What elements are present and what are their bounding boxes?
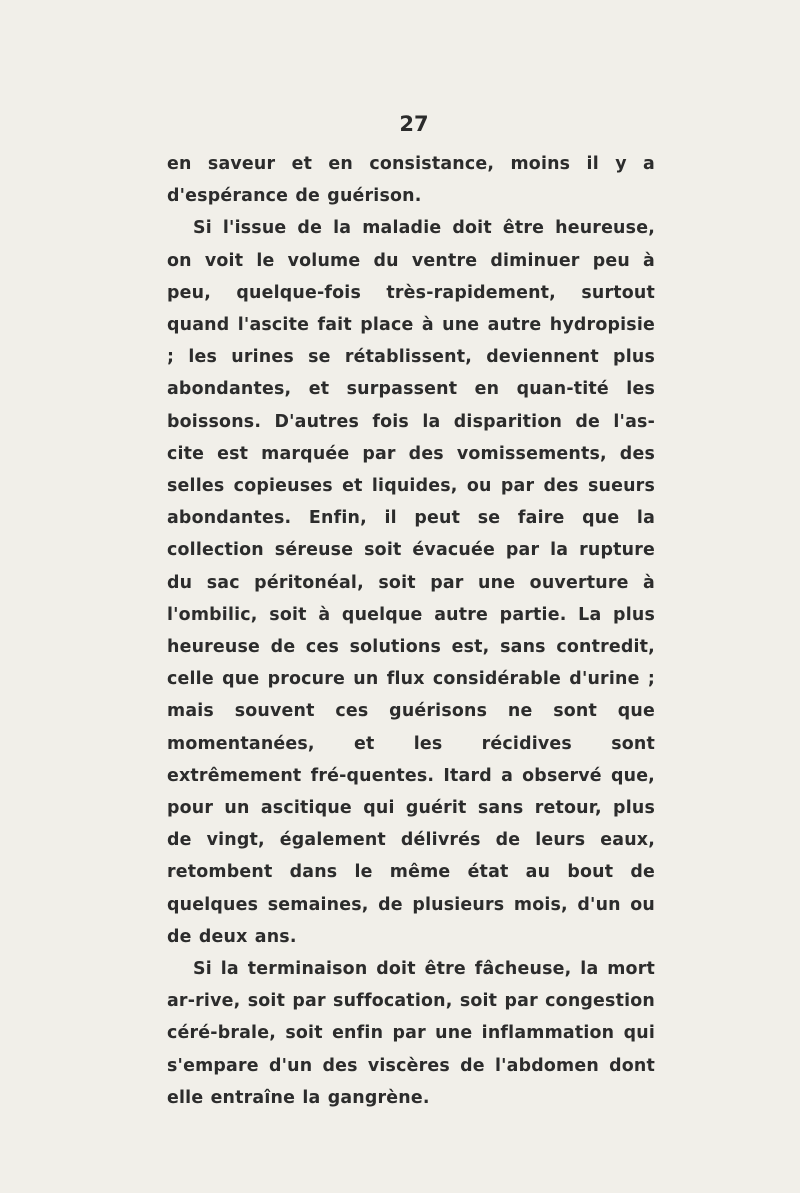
body-text [167, 148, 655, 1114]
page-number: 27 [399, 112, 429, 136]
paragraph-1: en saveur et en consistance, moins il y a d'espérance de guérison. [167, 154, 655, 207]
paragraph-3: Si la terminaison doit être fâcheuse, la mort ar-rive, soit par suffocation, soit par congestion céré-brale, soit enfin par une inflammation qui s'empare d'un des viscères de l'abdomen dont elle entraîne la gangrène. [167, 959, 655, 1108]
paragraph-2: Si l'issue de la maladie doit être heureuse, on voit le volume du ventre diminuer peu à peu, quelque-fois très-rapidement, surtout quand l'ascite fait place à une autre hydropisie ; les urines se rétablissent, deviennent plus abondantes, et surpassent en quan-tité les boissons. D'autres fois la disparition de l'as-cite est marquée par des vomissements, des selles copieuses et liquides, ou par des sueurs abondantes. Enfin, il peut se faire que la collection séreuse soit évacuée par la rupture du sac péritonéal, soit par une ouverture à l'ombilic, soit à quelque autre partie. La plus heureuse de ces solutions est, sans contredit, celle que procure un flux considérable d'urine ; mais souvent ces guérisons ne sont que momentanées, et les récidives sont extrêmement fré-quentes. Itard a observé que, pour un ascitique qui guérit sans retour, plus de vingt, également délivrés de leurs eaux, retombent dans le même état au bout de quelques semaines, de plusieurs mois, d'un ou de deux ans. [167, 218, 655, 947]
